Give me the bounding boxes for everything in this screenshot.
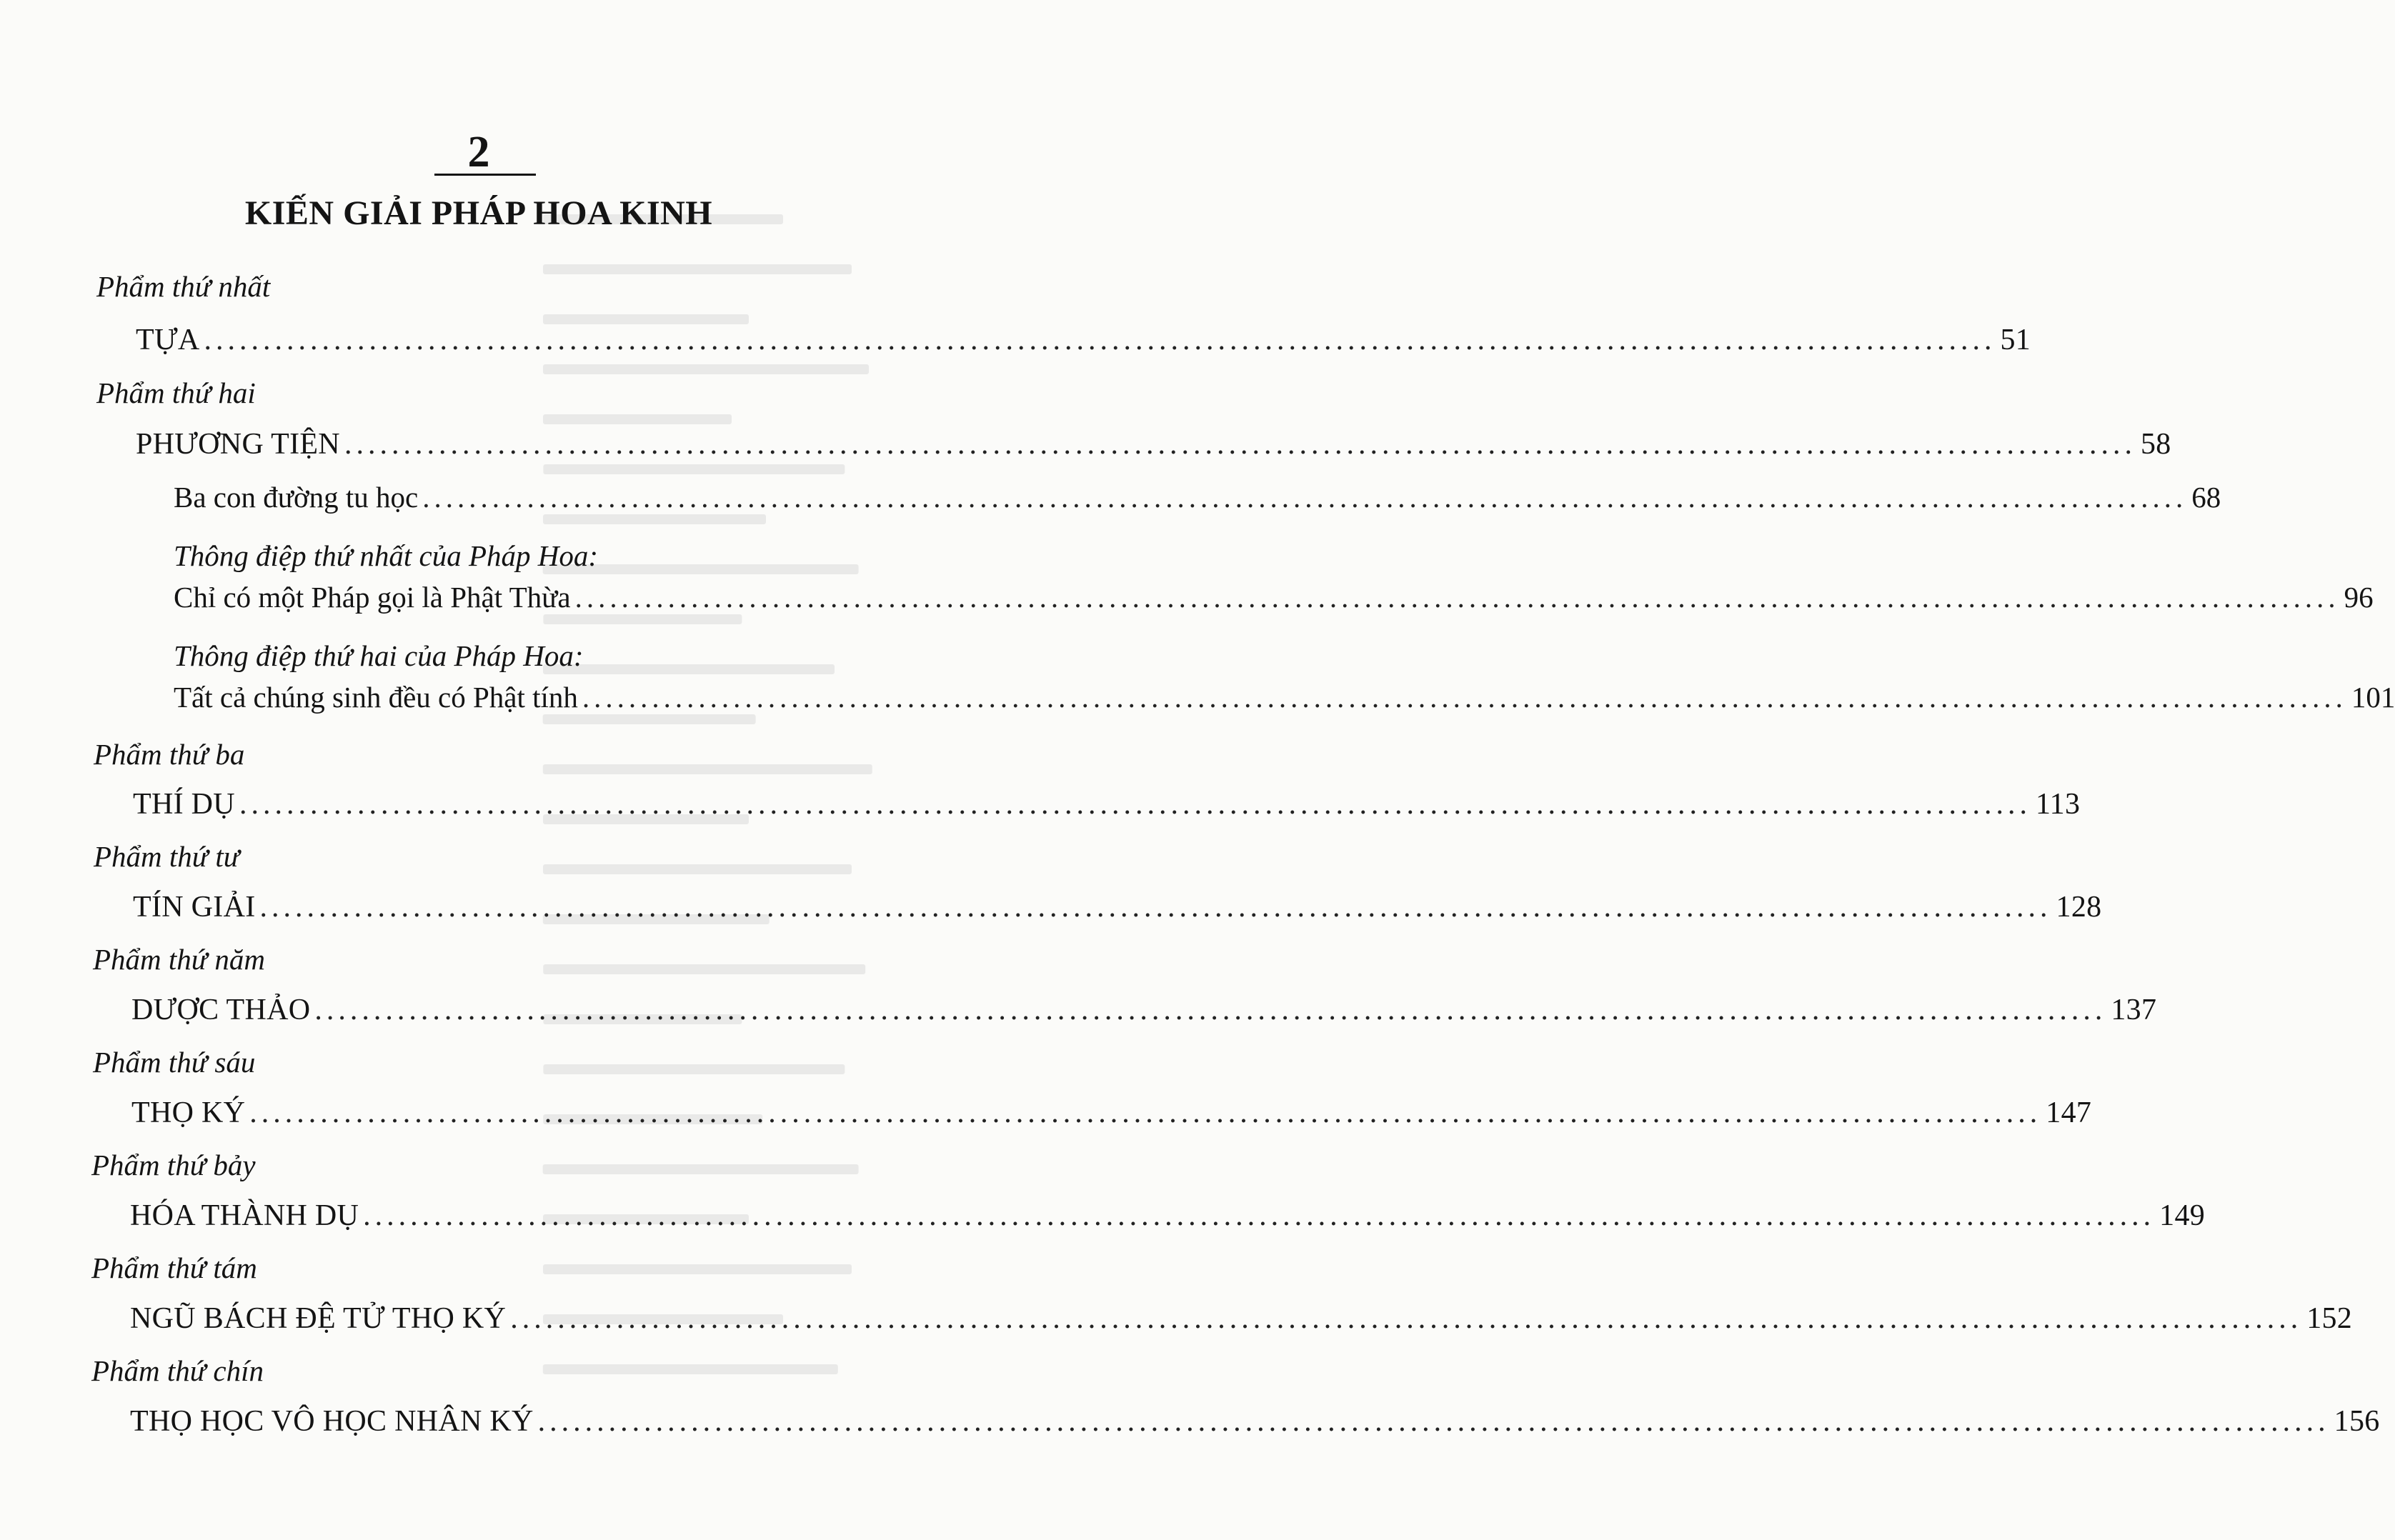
page-number: 68	[2191, 481, 2221, 514]
toc-entry[interactable]	[136, 323, 2031, 357]
toc-section-heading	[94, 738, 1051, 771]
toc-entry[interactable]	[174, 581, 2374, 614]
chapter-title: KIẾN GIẢI PHÁP HOA KINH	[244, 194, 713, 232]
section-heading-text: Phẩm thứ tư	[94, 840, 240, 873]
page-number: 58	[2140, 428, 2171, 461]
entry-title: Chỉ có một Pháp gọi là Phật Thừa	[174, 581, 571, 614]
section-heading-text: Phẩm thứ sáu	[93, 1046, 256, 1079]
page-number: 51	[2000, 324, 2031, 356]
entry-title: HÓA THÀNH DỤ	[130, 1199, 359, 1232]
entry-title: TÍN GIẢI	[133, 891, 256, 924]
page-number: 149	[2159, 1199, 2206, 1232]
page-number: 113	[2035, 788, 2081, 821]
section-heading-text: Phẩm thứ chín	[91, 1354, 264, 1387]
entry-title: THỌ HỌC VÔ HỌC NHÂN KÝ	[130, 1405, 534, 1438]
dot-leader: ........................................................................................................................................................	[537, 1405, 2330, 1438]
toc-entry[interactable]	[130, 1199, 2206, 1233]
dot-leader: ........................................................................................................................................................	[510, 1302, 2303, 1335]
dot-leader: ........................................................................................................................................................	[259, 891, 2052, 924]
toc-subheading	[174, 639, 1131, 673]
toc-section-heading	[96, 376, 1054, 410]
entry-title: THỌ KÝ	[131, 1096, 246, 1129]
toc-entry[interactable]	[133, 890, 2102, 924]
entry-title: PHƯƠNG TIỆN	[136, 428, 340, 461]
toc-entry[interactable]	[131, 993, 2157, 1027]
dot-leader: ........................................................................................................................................................	[582, 681, 2347, 714]
section-heading-text: Phẩm thứ bảy	[91, 1149, 256, 1181]
toc-section-heading	[94, 840, 1051, 874]
dot-leader: ........................................................................................................................................................	[249, 1096, 2042, 1129]
toc-subheading	[174, 539, 1131, 573]
section-heading-text: Phẩm thứ nhất	[96, 270, 271, 303]
section-heading-text: Phẩm thứ ba	[94, 738, 245, 771]
chapter-number: 2	[467, 128, 490, 176]
page-number: 137	[2111, 994, 2157, 1026]
page-number: 152	[2306, 1302, 2353, 1335]
section-heading-text: Phẩm thứ hai	[96, 376, 256, 409]
subheading-text: Thông điệp thứ hai của Pháp Hoa:	[174, 639, 584, 672]
toc-entry[interactable]	[130, 1404, 2380, 1439]
page-number: 147	[2046, 1096, 2092, 1129]
entry-title: Ba con đường tu học	[174, 481, 419, 514]
toc-entry[interactable]	[133, 787, 2081, 821]
page-number: 128	[2056, 891, 2102, 924]
toc-section-heading	[93, 1046, 1050, 1079]
dot-leader: ........................................................................................................................................................	[204, 324, 1996, 356]
section-heading-text: Phẩm thứ tám	[91, 1251, 257, 1284]
page-number: 101	[2351, 681, 2395, 714]
subheading-text: Thông điệp thứ nhất của Pháp Hoa:	[174, 539, 599, 572]
dot-leader: ........................................................................................................................................................	[344, 428, 2136, 461]
section-heading-text: Phẩm thứ năm	[93, 943, 266, 976]
entry-title: Tất cả chúng sinh đều có Phật tính	[174, 681, 578, 714]
entry-title: TỰA	[136, 324, 200, 356]
dot-leader: ........................................................................................................................................................	[422, 481, 2188, 514]
toc-section-heading	[91, 1149, 1049, 1182]
entry-title: DƯỢC THẢO	[131, 994, 311, 1026]
dot-leader: ........................................................................................................................................................	[239, 788, 2031, 821]
toc-section-heading	[91, 1251, 1049, 1285]
page-number: 156	[2334, 1405, 2380, 1438]
page-number: 96	[2344, 581, 2374, 614]
entry-title: THÍ DỤ	[133, 788, 235, 821]
toc-entry[interactable]	[136, 427, 2171, 461]
toc-entry[interactable]	[174, 481, 2221, 514]
entry-title: NGŨ BÁCH ĐỆ TỬ THỌ KÝ	[130, 1302, 507, 1335]
toc-entry[interactable]	[131, 1096, 2092, 1130]
toc-section-heading	[96, 270, 1054, 304]
dot-leader: ........................................................................................................................................................	[314, 994, 2107, 1026]
toc-section-heading	[93, 943, 1050, 976]
toc-entry[interactable]	[130, 1301, 2353, 1336]
toc-entry[interactable]	[174, 681, 2395, 714]
dot-leader: ........................................................................................................................................................	[363, 1199, 2156, 1232]
dot-leader: ........................................................................................................................................................	[574, 581, 2340, 614]
toc-section-heading	[91, 1354, 1049, 1388]
